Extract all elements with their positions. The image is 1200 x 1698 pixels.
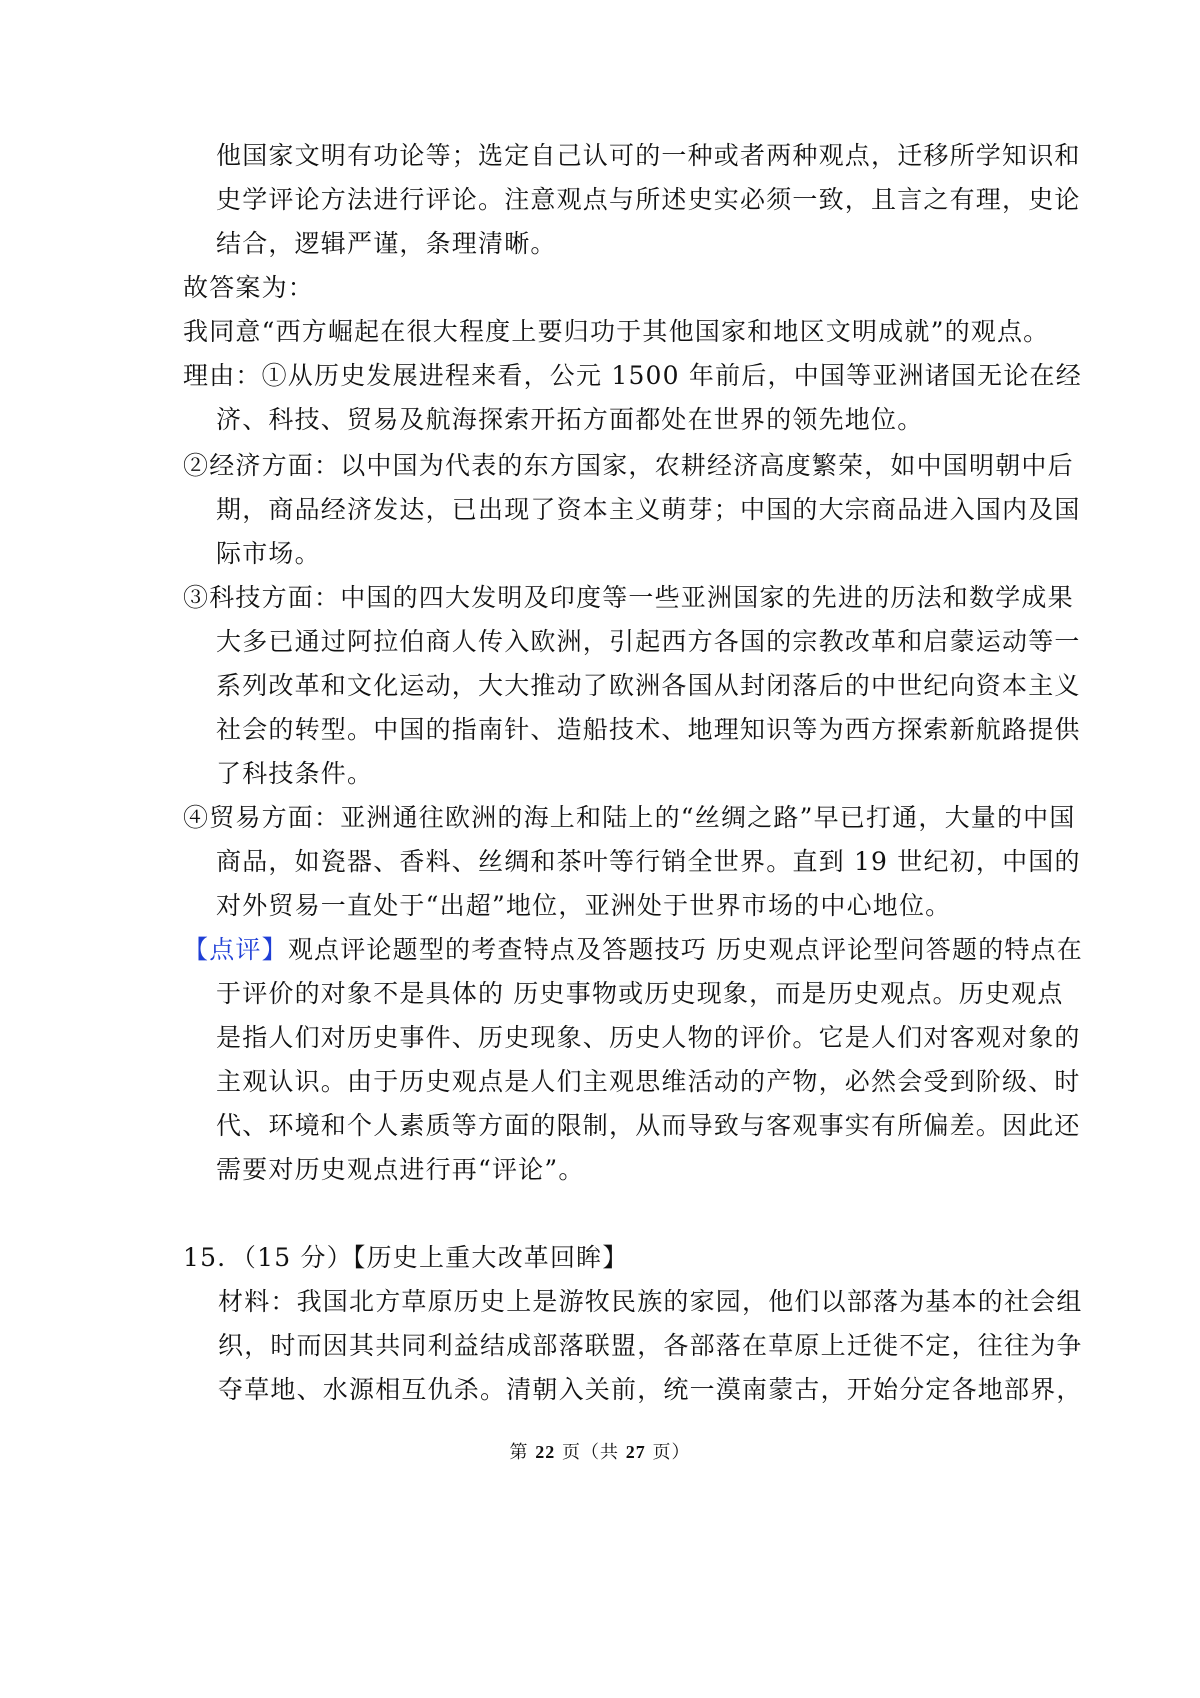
reason-2-cont: 际市场。 <box>216 539 321 568</box>
reason-4: ④贸易方面：亚洲通往欧洲的海上和陆上的“丝绸之路”早已打通，大量的中国 <box>183 803 1076 832</box>
reason-4-cont: 对外贸易一直处于“出超”地位，亚洲处于世界市场的中心地位。 <box>216 891 952 920</box>
text-line: 史学评论方法进行评论。注意观点与所述史实必须一致，且言之有理，史论 <box>216 185 1081 214</box>
footer-prefix: 第 <box>509 1442 536 1463</box>
text-line: 结合，逻辑严谨，条理清晰。 <box>216 229 557 258</box>
text-line: 他国家文明有功论等；选定自己认可的一种或者两种观点，迁移所学知识和 <box>216 141 1081 170</box>
comment-line: 代、环境和个人素质等方面的限制，从而导致与客观事实有所偏差。因此还 <box>216 1111 1081 1140</box>
reason-3-cont: 大多已通过阿拉伯商人传入欧洲，引起西方各国的宗教改革和启蒙运动等一 <box>216 627 1081 656</box>
question-material: 材料：我国北方草原历史上是游牧民族的家园，他们以部落为基本的社会组 <box>218 1287 1083 1316</box>
reason-2: ②经济方面：以中国为代表的东方国家，农耕经济高度繁荣，如中国明朝中后 <box>183 451 1074 480</box>
question-material: 夺草地、水源相互仇杀。清朝入关前，统一漠南蒙古，开始分定各地部界， <box>218 1375 1083 1404</box>
footer-mid: 页（共 <box>555 1442 626 1463</box>
reason-2-cont: 期，商品经济发达，已出现了资本主义萌芽；中国的大宗商品进入国内及国 <box>216 495 1081 524</box>
comment-line: 主观认识。由于历史观点是人们主观思维活动的产物，必然会受到阶级、时 <box>216 1067 1081 1096</box>
comment-first-line <box>183 934 1083 966</box>
question-material: 织，时而因其共同利益结成部落联盟，各部落在草原上迁徙不定，往往为争 <box>218 1331 1083 1360</box>
comment-label: 【点评】 <box>183 935 288 964</box>
footer-suffix: 页） <box>645 1442 691 1463</box>
comment-line: 是指人们对历史事件、历史现象、历史人物的评价。它是人们对客观对象的 <box>216 1023 1081 1052</box>
answer-stance: 我同意“西方崛起在很大程度上要归功于其他国家和地区文明成就”的观点。 <box>183 317 1050 346</box>
reason-3-cont: 社会的转型。中国的指南针、造船技术、地理知识等为西方探索新航路提供 <box>216 715 1081 744</box>
reason-3-cont: 系列改革和文化运动，大大推动了欧洲各国从封闭落后的中世纪向资本主义 <box>216 671 1081 700</box>
reason-1-cont: 济、科技、贸易及航海探索开拓方面都处在世界的领先地位。 <box>216 405 924 434</box>
page-number: 22 <box>535 1442 556 1462</box>
total-pages: 27 <box>625 1442 646 1462</box>
page-footer <box>0 1440 1200 1465</box>
comment-line: 需要对历史观点进行再“评论”。 <box>216 1155 585 1184</box>
reason-1: 理由：①从历史发展进程来看，公元 1500 年前后，中国等亚洲诸国无论在经 <box>183 361 1082 390</box>
answer-intro: 故答案为： <box>183 273 315 302</box>
reason-3: ③科技方面：中国的四大发明及印度等一些亚洲国家的先进的历法和数学成果 <box>183 583 1074 612</box>
question-heading: 15．（15 分）【历史上重大改革回眸】 <box>183 1243 629 1272</box>
reason-4-cont: 商品，如瓷器、香料、丝绸和茶叶等行销全世界。直到 19 世纪初，中国的 <box>216 847 1081 876</box>
comment-line: 于评价的对象不是具体的 历史事物或历史现象，而是历史观点。历史观点 <box>216 979 1064 1008</box>
reason-3-cont: 了科技条件。 <box>216 759 374 788</box>
comment-text: 观点评论题型的考查特点及答题技巧 历史观点评论型问答题的特点在 <box>287 935 1083 964</box>
